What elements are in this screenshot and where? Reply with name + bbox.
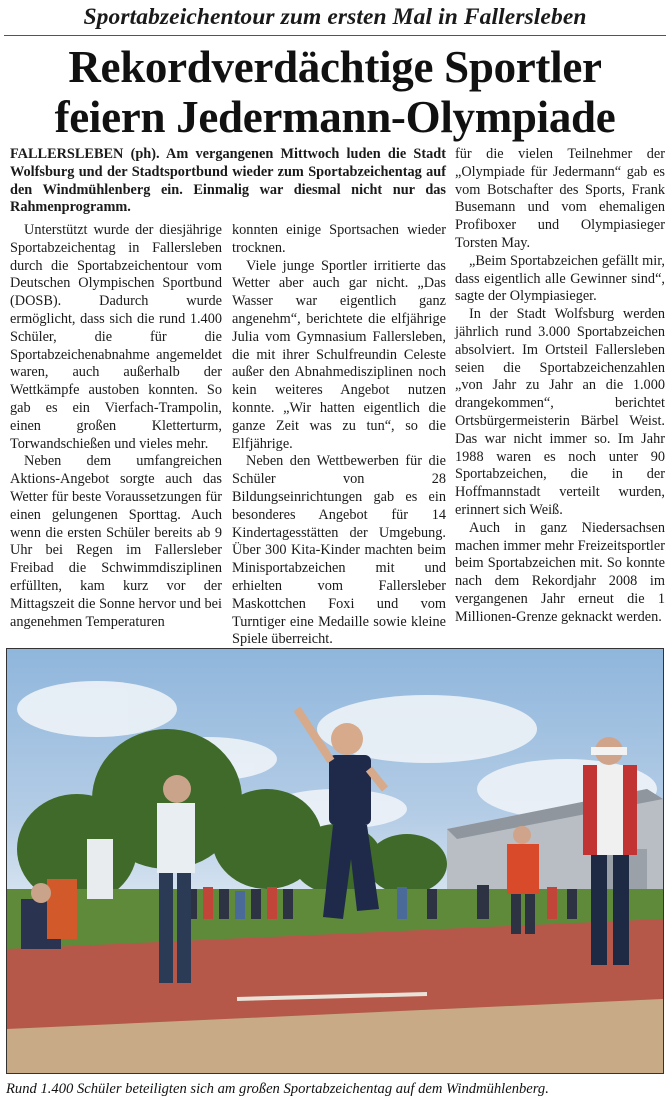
paragraph: Neben den Wettbewerben für die Schüler von 28 Bildungseinrichtungen gab es ein besonderes Angebot für 14 Kindertagesstätten der Umgebung. Über 300 Kita-Kinder machten beim Minisportabzeichen mit und erhielten vom Fallersleber Maskottchen Foxi und vom Turntiger eine Medaille sowie kleine Spiele überreicht. bbox=[232, 453, 446, 648]
article-column-2 bbox=[232, 222, 446, 667]
kicker-divider bbox=[4, 35, 666, 36]
article-column-3 bbox=[455, 146, 665, 627]
paragraph: In der Stadt Wolfsburg werden jährlich rund 3.000 Sportabzeichen absolviert. Im Ortsteil Fallersleben seien die Sportabzeichenzahlen „von Jahr zu Jahr an die 1.000 drangekommen“, berichtet Ortsbürgermeisterin Bärbel Weist. Das war nicht immer so. Im Jahr 1988 waren es noch unter 90 Sportabzeichen, die in der Hoffmannstadt verteilt wurden, erinnert sich Weiß. bbox=[455, 306, 665, 518]
paragraph: Auch in ganz Niedersachsen machen immer mehr Freizeitsportler beim Sportabzeichen mit. So konnte nach dem Rekordjahr 2008 im vergangenen Jahr erneut die 1 Millionen-Grenze geknackt werden. bbox=[455, 519, 665, 625]
paragraph: Unterstützt wurde der diesjährige Sportabzeichentag in Fallersleben durch die Sportabzeichentour vom Deutschen Olympischen Sportbund (DOSB). Dadurch wurde ermöglicht, dass sich die rund 1.400 Schüler, die für die Sportabzeichenabnahme angemeldet waren, auch außerhalb der Wettkämpfe austoben konnten. So gab es ein Vierfach-Trampolin, einen großen Kletterturm, Torwandschießen und vieles mehr. bbox=[10, 222, 222, 452]
paragraph: konnten einige Sportsachen wieder trocknen. bbox=[232, 222, 446, 256]
paragraph: für die vielen Teilnehmer der „Olympiade für Jedermann“ gab es vom Botschafter des Sports, Frank Busemann und vom ehemaligen Profiboxer und Olympiasieger Torsten May. bbox=[455, 146, 665, 251]
headline-line-2: feiern Jedermann-Olympiade bbox=[54, 92, 616, 142]
paragraph: „Beim Sportabzeichen gefällt mir, dass eigentlich alle Gewinner sind“, sagte der Olympiasieger. bbox=[455, 252, 665, 305]
paragraph: Viele junge Sportler irritierte das Wetter aber auch gar nicht. „Das Wasser war eigentlich ganz angenehm“, berichtete die elfjährige Julia vom Gymnasium Fallersleben, die mit ihrer Schulfreundin Celeste außer den Abnahmedisziplinen noch kein weiteres Angebot nutzen konnte. „Wir hatten eigentlich die ganze Zeit was zu tun“, so die Elfjährige. bbox=[232, 257, 446, 452]
info-banner bbox=[87, 839, 113, 899]
event-photo bbox=[6, 648, 664, 1074]
long-jump-scene bbox=[7, 649, 663, 1073]
photo-caption: Rund 1.400 Schüler beteiligten sich am großen Sportabzeichentag auf dem Windmühlenberg. bbox=[6, 1081, 549, 1097]
article-lead: FALLERSLEBEN (ph). Am vergangenen Mittwoch luden die Stadt Wolfsburg und der Stadtsportbund wieder zum Sportabzeichentag auf den Windmühlenberg ein. Einmalig war diesmal nicht nur das Rahmenprogramm. bbox=[10, 146, 446, 216]
headline-line-1: Rekordverdächtige Sportler bbox=[68, 42, 602, 92]
kicker-line: Sportabzeichentour zum ersten Mal in Fallersleben bbox=[83, 4, 587, 30]
paragraph: Neben dem umfangreichen Aktions-Angebot sorgte auch das Wetter für beste Voraussetzungen für einen gelungenen Sporttag. Auch wenn die ersten Schüler bereits ab 9 Uhr bei Regen im Fallersleber Freibad die Schwimmdisziplinen erfüllten, kam kurz vor der Mittagszeit die Sonne hervor und bei angenehmen Temperaturen bbox=[10, 453, 222, 630]
article-column-1 bbox=[10, 222, 222, 631]
